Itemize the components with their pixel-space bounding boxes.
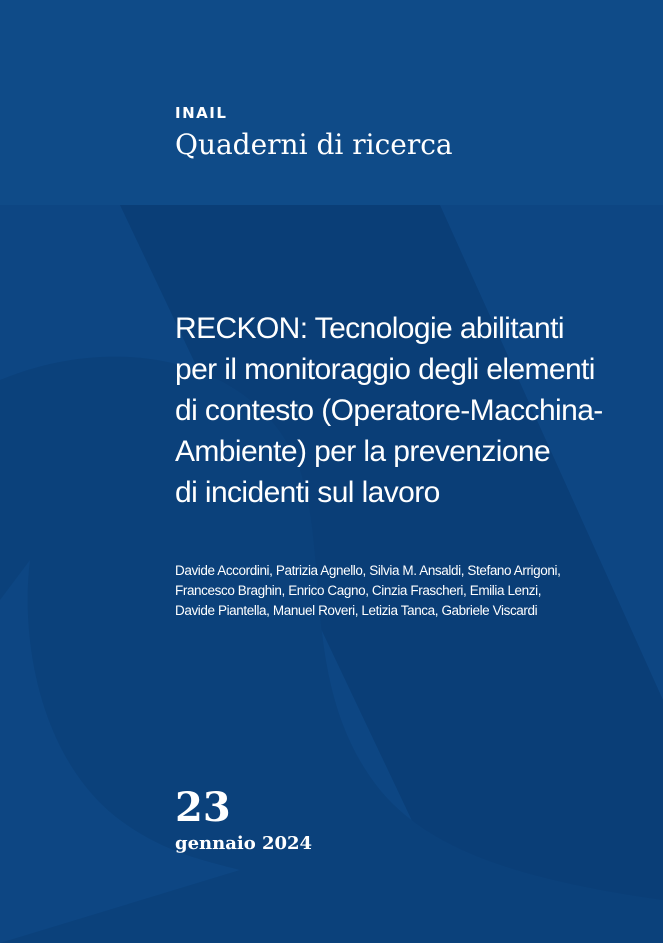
author-list [175, 561, 635, 621]
author-line: Davide Accordini, Patrizia Agnello, Silvia M. Ansaldi, Stefano Arrigoni, [175, 563, 561, 578]
document-title [175, 308, 645, 513]
author-line: Davide Piantella, Manuel Roveri, Letizia Tanca, Gabriele Viscardi [175, 603, 538, 618]
title-line: Ambiente) per la prevenzione [175, 435, 551, 468]
author-line: Francesco Braghin, Enrico Cagno, Cinzia Frascheri, Emilia Lenzi, [175, 583, 542, 598]
issue-number: 23 [175, 784, 231, 831]
title-line: per il monitoraggio degli elementi [175, 353, 595, 386]
title-line: di incidenti sul lavoro [175, 476, 440, 509]
issue-date: gennaio 2024 [175, 833, 313, 854]
series-title: Quaderni di ricerca [175, 128, 453, 161]
title-line: di contesto (Operatore-Macchina- [175, 394, 603, 427]
title-line: RECKON: Tecnologie abilitanti [175, 312, 564, 345]
inail-logo: INAIL [175, 104, 228, 122]
